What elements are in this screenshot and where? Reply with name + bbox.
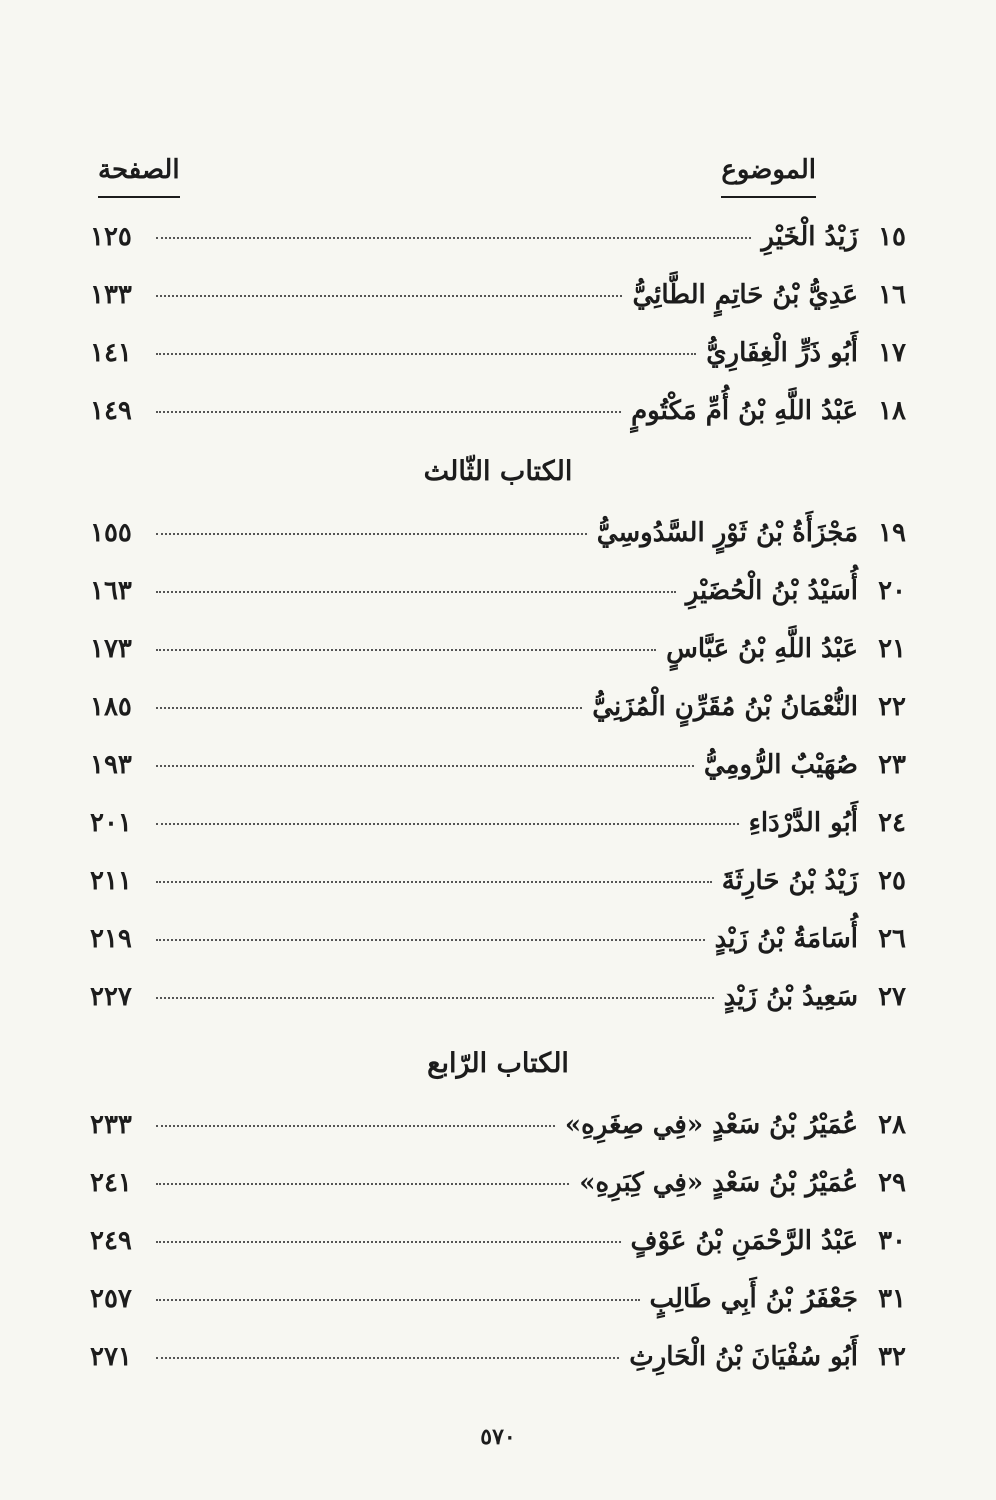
toc-entry bbox=[90, 266, 906, 324]
toc-entry bbox=[90, 852, 906, 910]
entry-page: ٢٠١ bbox=[90, 808, 132, 838]
dot-leader bbox=[156, 1356, 619, 1359]
toc-entry bbox=[90, 1154, 906, 1212]
entry-page: ٢٥٧ bbox=[90, 1284, 132, 1314]
entry-title: عَبْدُ اللَّهِ بْنُ عَبَّاسٍ bbox=[666, 634, 858, 664]
entry-page: ٢٢٧ bbox=[90, 982, 132, 1012]
entry-title: عُمَيْرُ بْنُ سَعْدٍ «فِي صِغَرِهِ» bbox=[564, 1110, 858, 1140]
entry-title: عُمَيْرُ بْنُ سَعْدٍ «فِي كِبَرِهِ» bbox=[579, 1168, 858, 1198]
dot-leader bbox=[156, 764, 694, 767]
dot-leader bbox=[156, 236, 751, 239]
entry-page: ٢٤١ bbox=[90, 1168, 132, 1198]
dot-leader bbox=[156, 938, 705, 941]
dot-leader bbox=[156, 822, 739, 825]
entry-number: ٣١ bbox=[878, 1284, 906, 1314]
entry-page: ١٤٩ bbox=[90, 396, 132, 426]
entry-number: ٢٨ bbox=[878, 1110, 906, 1140]
toc-entry bbox=[90, 1328, 906, 1386]
toc-list-group-b bbox=[90, 504, 906, 1026]
dot-leader bbox=[156, 880, 712, 883]
entry-title: أُسَيْدُ بْنُ الْحُضَيْرِ bbox=[685, 576, 858, 606]
dot-leader bbox=[156, 1298, 640, 1301]
entry-title: عَدِيُّ بْنُ حَاتِمٍ الطَّائِيُّ bbox=[632, 280, 858, 310]
entry-page: ٢٤٩ bbox=[90, 1226, 132, 1256]
entry-title: أَبُو الدَّرْدَاءِ bbox=[748, 808, 858, 838]
dot-leader bbox=[156, 590, 676, 593]
toc-entry bbox=[90, 910, 906, 968]
section-heading-book-four: الكتاب الرّابع bbox=[427, 1048, 569, 1079]
entry-number: ٢٠ bbox=[878, 576, 906, 606]
toc-entry bbox=[90, 1096, 906, 1154]
toc-entry bbox=[90, 736, 906, 794]
toc-list-group-a bbox=[90, 208, 906, 440]
toc-list-group-c bbox=[90, 1096, 906, 1386]
entry-number: ١٦ bbox=[878, 280, 906, 310]
dot-leader bbox=[156, 410, 621, 413]
entry-page: ١٢٥ bbox=[90, 222, 132, 252]
toc-entry bbox=[90, 678, 906, 736]
toc-entry bbox=[90, 382, 906, 440]
section-heading-book-three: الكتاب الثّالث bbox=[423, 456, 573, 487]
entry-number: ٢١ bbox=[878, 634, 906, 664]
page-number: ٥٧٠ bbox=[480, 1424, 516, 1450]
dot-leader bbox=[156, 648, 656, 651]
dot-leader bbox=[156, 1124, 555, 1127]
dot-leader bbox=[156, 1240, 621, 1243]
entry-title: عَبْدُ اللَّهِ بْنُ أُمِّ مَكْتُومٍ bbox=[631, 396, 858, 426]
toc-entry bbox=[90, 620, 906, 678]
entry-page: ١٥٥ bbox=[90, 518, 132, 548]
dot-leader bbox=[156, 352, 696, 355]
entry-number: ٢٩ bbox=[878, 1168, 906, 1198]
page-column-heading: الصفحة bbox=[98, 150, 180, 198]
entry-page: ٢٣٣ bbox=[90, 1110, 132, 1140]
entry-number: ٢٢ bbox=[878, 692, 906, 722]
entry-page: ٢١٩ bbox=[90, 924, 132, 954]
entry-number: ٢٧ bbox=[878, 982, 906, 1012]
toc-entry bbox=[90, 208, 906, 266]
entry-number: ٢٦ bbox=[878, 924, 906, 954]
entry-title: النُّعْمَانُ بْنُ مُقَرِّنٍ الْمُزَنِيُّ bbox=[592, 692, 858, 722]
toc-header bbox=[90, 150, 906, 208]
toc-entry bbox=[90, 794, 906, 852]
toc-entry bbox=[90, 504, 906, 562]
entry-title: زَيْدُ الْخَيْرِ bbox=[761, 222, 858, 252]
entry-page: ١٧٣ bbox=[90, 634, 132, 664]
entry-page: ١٤١ bbox=[90, 338, 132, 368]
dot-leader bbox=[156, 706, 582, 709]
entry-title: أَبُو ذَرٍّ الْغِفَارِيُّ bbox=[706, 338, 858, 368]
entry-page: ٢١١ bbox=[90, 866, 132, 896]
entry-number: ٢٣ bbox=[878, 750, 906, 780]
toc-entry bbox=[90, 562, 906, 620]
toc-entry bbox=[90, 1270, 906, 1328]
toc-entry bbox=[90, 968, 906, 1026]
entry-page: ١٣٣ bbox=[90, 280, 132, 310]
entry-title: زَيْدُ بْنُ حَارِثَةَ bbox=[721, 866, 858, 896]
entry-number: ٢٥ bbox=[878, 866, 906, 896]
entry-title: عَبْدُ الرَّحْمَنِ بْنُ عَوْفٍ bbox=[630, 1226, 858, 1256]
entry-number: ١٨ bbox=[878, 396, 906, 426]
entry-number: ١٩ bbox=[878, 518, 906, 548]
entry-title: جَعْفَرُ بْنُ أَبِي طَالِبٍ bbox=[649, 1284, 858, 1314]
entry-number: ٣٠ bbox=[878, 1226, 906, 1256]
dot-leader bbox=[156, 294, 622, 297]
toc-entry bbox=[90, 324, 906, 382]
entry-page: ١٩٣ bbox=[90, 750, 132, 780]
entry-title: أَبُو سُفْيَانَ بْنُ الْحَارِثِ bbox=[629, 1342, 858, 1372]
entry-title: أُسَامَةُ بْنُ زَيْدٍ bbox=[714, 924, 858, 954]
entry-title: سَعِيدُ بْنُ زَيْدٍ bbox=[723, 982, 858, 1012]
entry-number: ٣٢ bbox=[878, 1342, 906, 1372]
toc-entry bbox=[90, 1212, 906, 1270]
topic-column-heading: الموضوع bbox=[721, 150, 816, 198]
entry-page: ٢٧١ bbox=[90, 1342, 132, 1372]
entry-page: ١٦٣ bbox=[90, 576, 132, 606]
entry-title: صُهَيْبٌ الرُّومِيُّ bbox=[703, 750, 858, 780]
entry-page: ١٨٥ bbox=[90, 692, 132, 722]
dot-leader bbox=[156, 1182, 569, 1185]
entry-number: ١٥ bbox=[878, 222, 906, 252]
dot-leader bbox=[156, 532, 587, 535]
entry-title: مَجْزَأَةُ بْنُ ثَوْرٍ السَّدُوسِيُّ bbox=[596, 518, 858, 548]
dot-leader bbox=[156, 996, 714, 999]
entry-number: ١٧ bbox=[878, 338, 906, 368]
entry-number: ٢٤ bbox=[878, 808, 906, 838]
